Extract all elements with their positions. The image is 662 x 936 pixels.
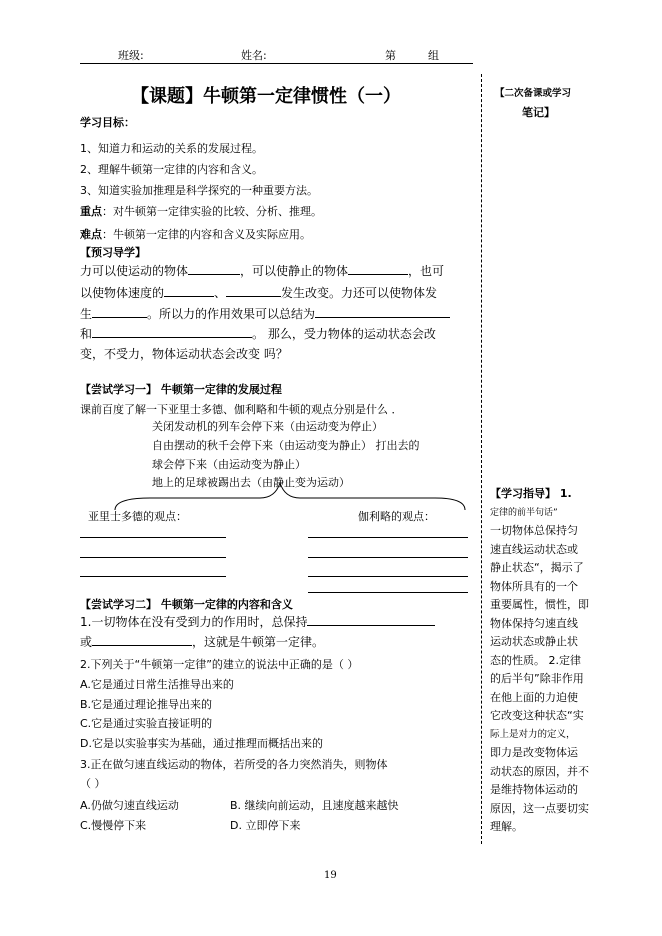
page-title: 【课题】牛顿第一定律惯性（一） xyxy=(131,86,401,107)
guide-line: 重要属性，惯性，即 xyxy=(490,598,589,611)
q3-option: D. 立即停下来 xyxy=(230,819,301,832)
question-text: 1.一切物体在没有受到力的作用时，总保持 xyxy=(80,615,308,629)
answer-line[interactable] xyxy=(308,576,468,577)
q3-option: B. 继续向前运动，且速度越来越快 xyxy=(230,799,399,812)
try1-example: 关闭发动机的列车会停下来（由运动变为停止） xyxy=(152,420,383,433)
try1-example: 自由摆动的秋千会停下来（由运动变为静止） 打出去的 xyxy=(152,439,420,452)
fill-blank[interactable] xyxy=(226,284,281,297)
preview-text: 。 那么，受力物体的运动状态会改 xyxy=(252,327,436,341)
objectives-heading: 学习目标： xyxy=(80,116,135,129)
preview-line-1 xyxy=(80,261,444,281)
answer-line[interactable] xyxy=(80,537,226,538)
q3-option: A.仍做匀速直线运动 xyxy=(80,799,179,812)
preview-text: 生 xyxy=(80,307,93,321)
class-label: 班级: xyxy=(118,49,144,62)
sidebar-note-line-2: 笔记】 xyxy=(522,106,555,119)
question-text: 或 xyxy=(80,635,93,649)
objective-item: 1、知道力和运动的关系的发展过程。 xyxy=(80,142,263,155)
answer-line[interactable] xyxy=(308,537,468,538)
answer-line[interactable] xyxy=(80,576,226,577)
fill-blank[interactable] xyxy=(348,262,408,275)
try1-intro: 课前百度了解一下亚里士多德、伽利略和牛顿的观点分别是什么 ． xyxy=(80,403,403,416)
preview-line-5: 变，不受力，物体运动状态会改变 吗？ xyxy=(80,347,288,361)
guide-line: 物体所具有的一个 xyxy=(490,579,578,593)
guide-line: 际上是对力的定义， xyxy=(490,728,576,740)
fill-blank[interactable] xyxy=(164,284,214,297)
guide-line: 态的性质。 2.定律 xyxy=(490,653,581,667)
preview-heading: 【预习导学】 xyxy=(80,246,146,259)
preview-text: 力可以使运动的物体 xyxy=(80,264,189,278)
try2-q1-line1 xyxy=(80,612,435,632)
name-label: 姓名: xyxy=(241,49,267,62)
preview-text: 和 xyxy=(80,327,93,341)
objective-item: 3、知道实验加推理是科学探究的一种重要方法。 xyxy=(80,184,318,197)
try1-heading: 【尝试学习一】 牛顿第一定律的发展过程 xyxy=(80,383,282,396)
key-label: 重点 xyxy=(80,205,102,218)
header-rule xyxy=(80,63,473,64)
try2-q3: 3.正在做匀速直线运动的物体，若所受的各力突然消失，则物体 xyxy=(80,758,388,771)
q2-option: C.它是通过实验直接证明的 xyxy=(80,717,213,730)
fill-blank[interactable] xyxy=(92,325,252,338)
q2-option: B.它是通过理论推导出来的 xyxy=(80,698,213,711)
question-text: ，这就是牛顿第一定律。 xyxy=(192,635,325,649)
fill-blank[interactable] xyxy=(307,613,435,626)
answer-line[interactable] xyxy=(80,557,226,558)
q2-option: D.它是以实验事实为基础，通过推理而概括出来的 xyxy=(80,737,323,750)
guide-line: 即力是改变物体运 xyxy=(490,746,578,759)
guide-line: 定律的前半句话” xyxy=(490,507,558,518)
guide-line: 它改变这种状态“实 xyxy=(490,709,584,722)
try2-q2: 2.下列关于“牛顿第一定律”的建立的说法中正确的是（ ） xyxy=(80,658,359,671)
key-point xyxy=(80,203,322,219)
aristotle-label: 亚里士多德的观点： xyxy=(88,510,187,523)
q3-option: C.慢慢停下来 xyxy=(80,819,147,832)
fill-blank[interactable] xyxy=(188,262,240,275)
try2-q3-paren: （ ） xyxy=(80,777,106,790)
preview-line-2 xyxy=(80,283,437,303)
answer-line[interactable] xyxy=(308,557,468,558)
guide-line: 在他上面的力迫使 xyxy=(490,690,578,704)
guide-line: 的后半句”除非作用 xyxy=(490,672,584,685)
difficult-point xyxy=(80,226,311,242)
preview-text: 。所以力的作用效果可以总结为 xyxy=(147,307,316,321)
guide-line: 原因，这一点要切实 xyxy=(490,801,589,815)
key-text: ：对牛顿第一定律实验的比较、分析、推理。 xyxy=(102,205,322,218)
answer-line[interactable] xyxy=(308,592,468,593)
sidebar-note-line-1: 【二次备课或学习 xyxy=(495,88,572,99)
guide-line: 物体保持匀速直线 xyxy=(490,616,578,630)
try1-example: 球会停下来（由运动变为静止） xyxy=(152,458,306,471)
galileo-label: 伽利略的观点： xyxy=(358,510,435,523)
page-number: 19 xyxy=(324,870,337,881)
group-zu: 组 xyxy=(428,49,439,62)
guide-line: 运动状态或静止状 xyxy=(490,635,578,648)
difficult-text: ：牛顿第一定律的内容和含义及实际应用。 xyxy=(102,228,311,241)
try1-example: 地上的足球被踢出去（由静止变为运动） xyxy=(152,476,350,489)
difficult-label: 难点 xyxy=(80,228,102,241)
preview-text: ，也可 xyxy=(408,264,445,278)
guide-line: 速直线运动状态或 xyxy=(490,542,578,556)
guide-line: 一切物体总保持匀 xyxy=(490,524,578,537)
try2-heading: 【尝试学习二】 牛顿第一定律的内容和含义 xyxy=(80,598,293,611)
guide-line: 是维持物体运动的 xyxy=(490,783,578,796)
preview-text: 、 xyxy=(214,286,227,300)
preview-text: 发生改变。力还可以使物体发 xyxy=(281,286,438,300)
group-di: 第 xyxy=(385,49,396,62)
fill-blank[interactable] xyxy=(92,305,147,318)
study-guide xyxy=(490,485,600,837)
guide-line: 【学习指导】 1. xyxy=(490,487,572,500)
fill-blank[interactable] xyxy=(315,305,450,318)
preview-text: ，可以使静止的物体 xyxy=(240,264,349,278)
try2-q1-line2 xyxy=(80,632,324,652)
preview-text: 以使物体速度的 xyxy=(80,286,165,300)
preview-line-3 xyxy=(80,304,450,324)
column-divider xyxy=(481,74,482,844)
q2-option: A.它是通过日常生活推导出来的 xyxy=(80,678,234,691)
preview-line-4 xyxy=(80,324,436,344)
fill-blank[interactable] xyxy=(92,633,192,646)
guide-line: 动状态的原因，并不 xyxy=(490,764,589,778)
guide-line: 静止状态“，揭示了 xyxy=(490,561,584,574)
guide-line: 理解。 xyxy=(490,820,523,833)
objective-item: 2、理解牛顿第一定律的内容和含义。 xyxy=(80,163,263,176)
